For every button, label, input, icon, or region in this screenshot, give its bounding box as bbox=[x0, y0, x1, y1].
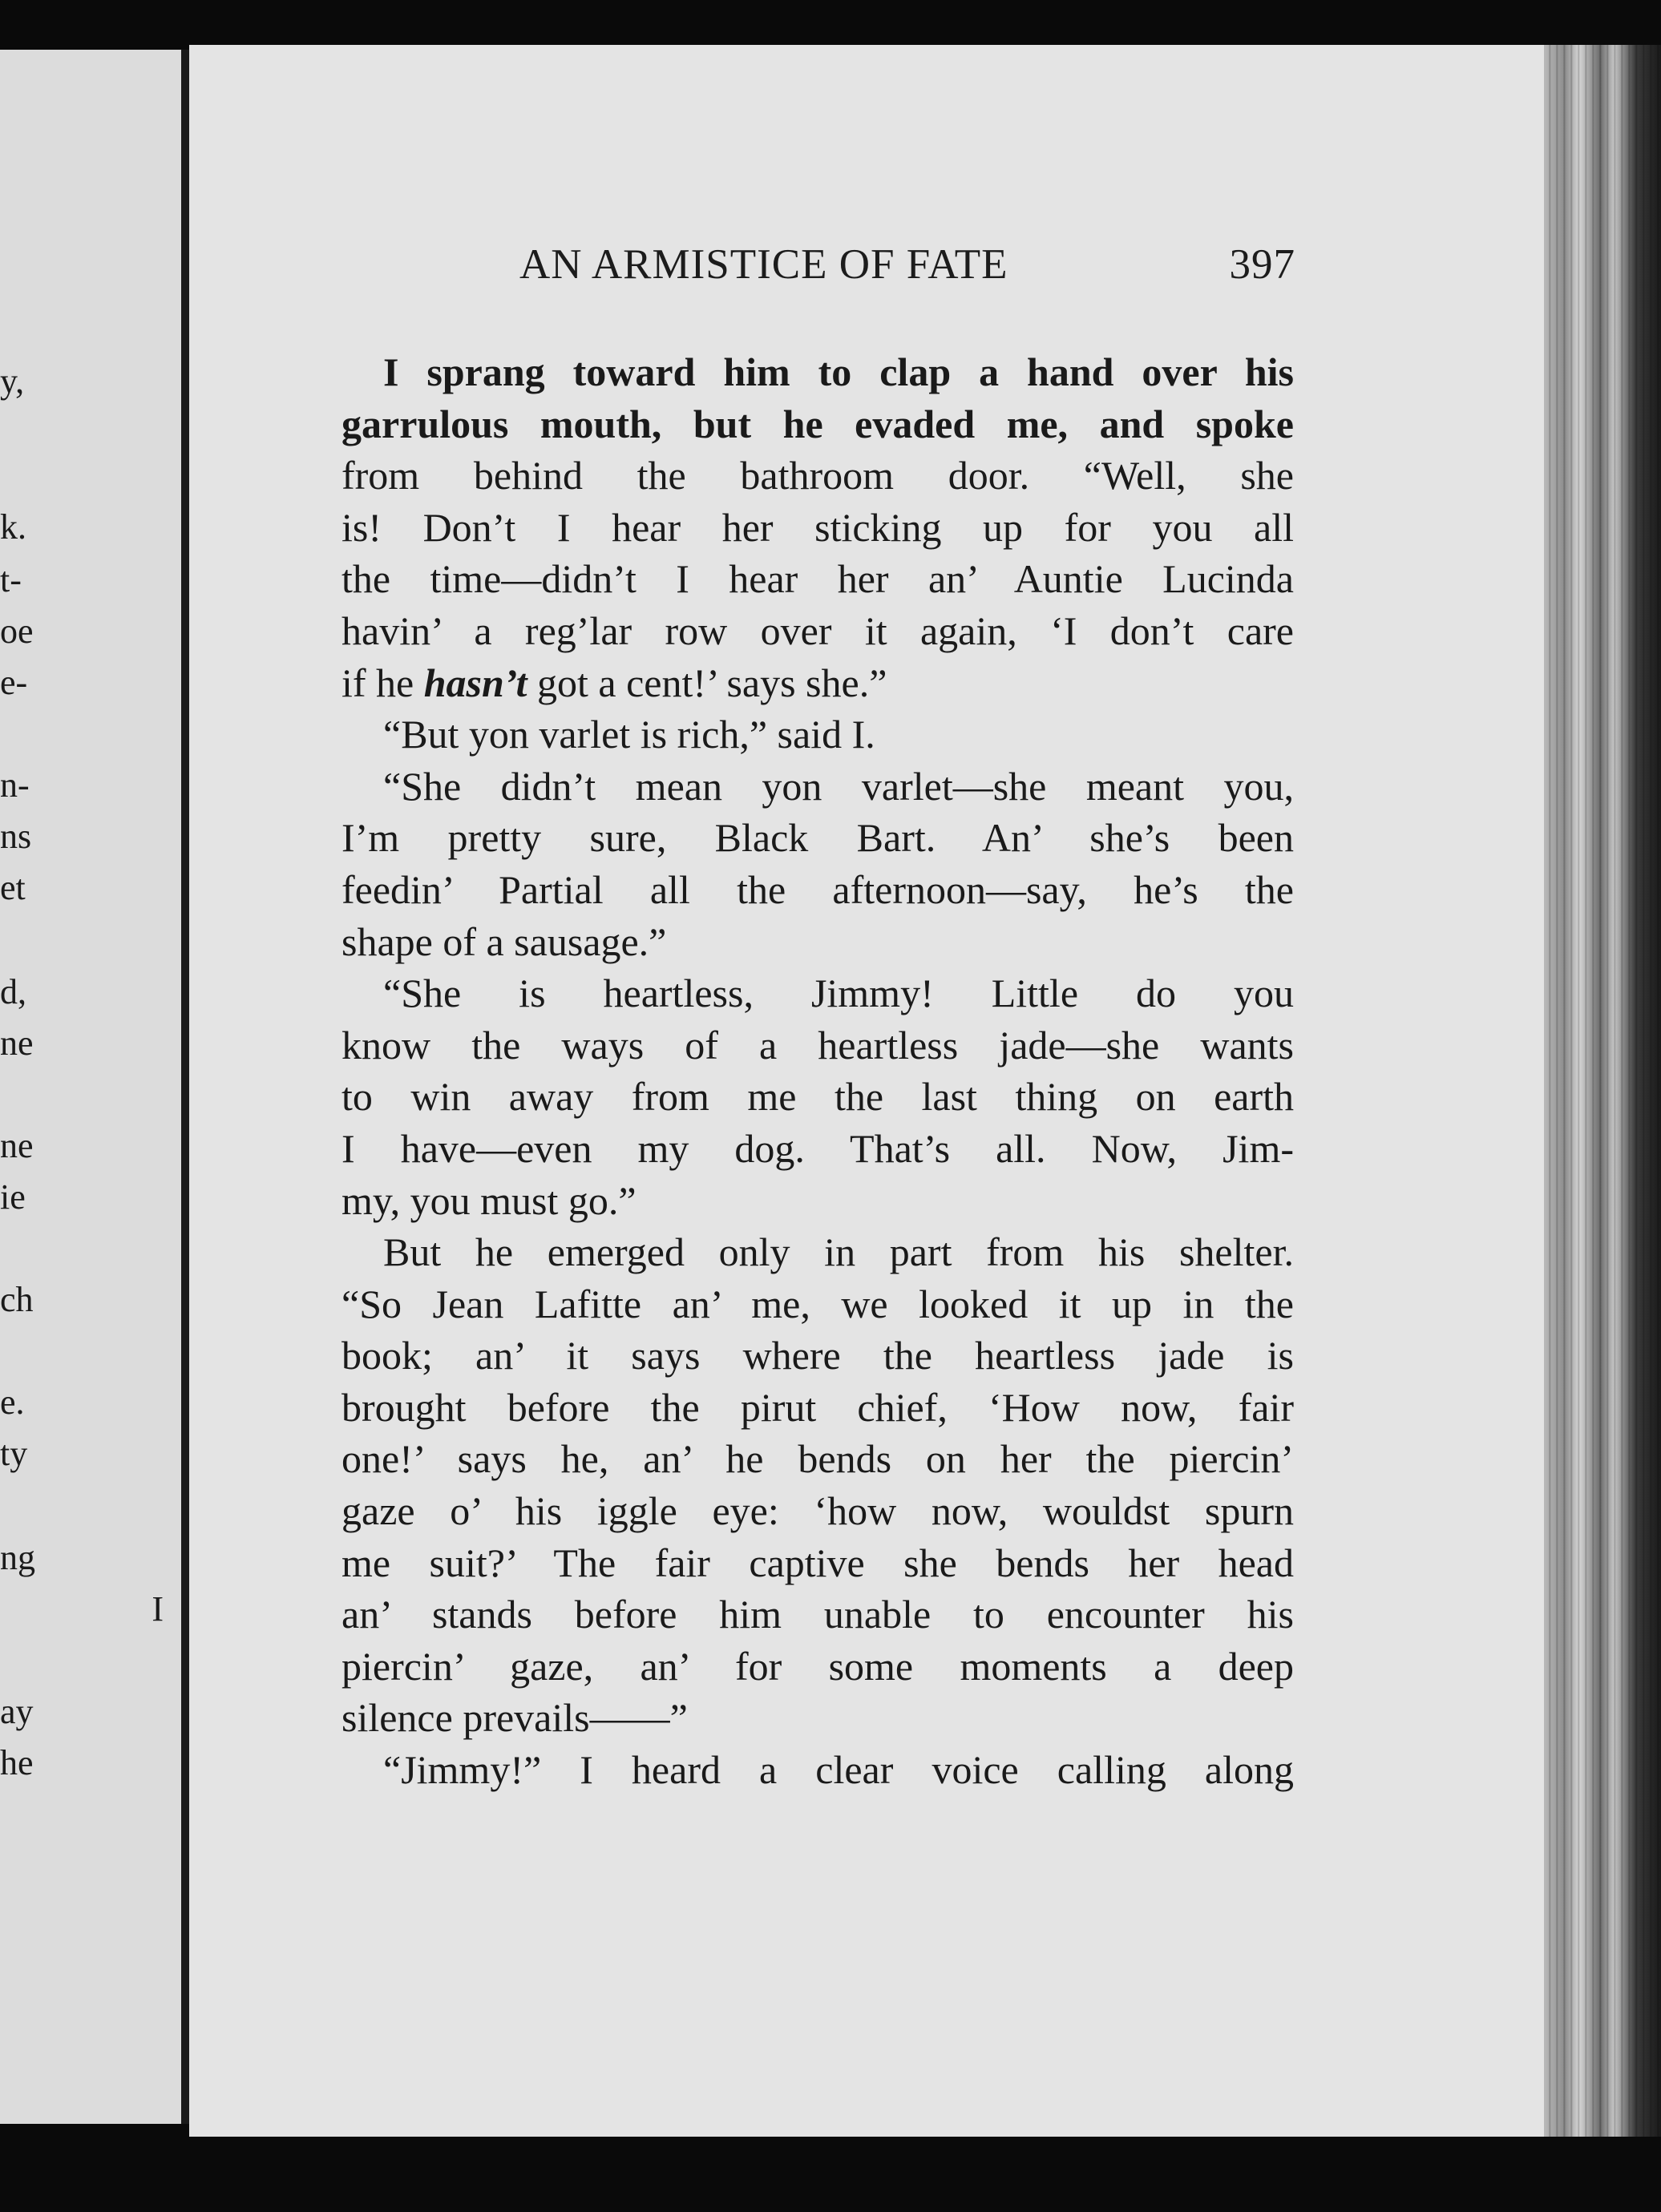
text-line: “But yon varlet is rich,” said I. bbox=[383, 712, 875, 757]
left-fragment: ng bbox=[0, 1538, 35, 1577]
text-line: feedin’ Partial all the afternoon—say, he’s the bbox=[341, 866, 1294, 912]
text-line: “She is heartless, Jimmy! Little do you bbox=[383, 971, 1294, 1016]
text-line: my, you must go.” bbox=[341, 1177, 637, 1223]
left-fragment: ch bbox=[0, 1280, 34, 1319]
left-fragment: ne bbox=[0, 1023, 34, 1063]
text-line: the time—didn’t I hear her an’ Auntie Lucinda bbox=[341, 556, 1294, 602]
text-line: from behind the bathroom door. “Well, she bbox=[341, 453, 1294, 499]
text-line: I sprang toward him to clap a hand over his bbox=[383, 349, 1294, 394]
left-fragment: I bbox=[152, 1589, 164, 1629]
page-number: 397 bbox=[1229, 241, 1295, 288]
body-text bbox=[341, 346, 1294, 1796]
left-fragment: ns bbox=[0, 817, 32, 856]
text-line: gaze o’ his iggle eye: ‘how now, wouldst spurn bbox=[341, 1488, 1294, 1534]
text-line: silence prevails——” bbox=[341, 1695, 688, 1741]
page-edge-texture bbox=[1544, 45, 1661, 2137]
emphasis: hasn’t bbox=[423, 660, 527, 705]
text-line: know the ways of a heartless jade—she wants bbox=[341, 1022, 1294, 1068]
text-line: I have—even my dog. That’s all. Now, Jim- bbox=[341, 1125, 1294, 1171]
left-fragment: d, bbox=[0, 972, 26, 1011]
text-line: an’ stands before him unable to encounter his bbox=[341, 1592, 1294, 1637]
text-line: me suit?’ The fair captive she bends her head bbox=[341, 1540, 1294, 1585]
text-line: piercin’ gaze, an’ for some moments a deep bbox=[341, 1643, 1294, 1689]
text-line: “She didn’t mean yon varlet—she meant you, bbox=[383, 763, 1294, 809]
left-fragment: ay bbox=[0, 1692, 34, 1731]
left-fragment: y, bbox=[0, 361, 25, 401]
left-page-edge bbox=[0, 50, 189, 2124]
left-fragment: e- bbox=[0, 663, 28, 702]
text-line: one!’ says he, an’ he bends on her the piercin’ bbox=[341, 1436, 1294, 1482]
left-fragment: k. bbox=[0, 507, 26, 547]
running-header bbox=[337, 240, 1295, 289]
text-line: if he hasn’t got a cent!’ says she.” bbox=[341, 660, 887, 705]
left-fragment: ne bbox=[0, 1126, 34, 1165]
text-line: brought before the pirut chief, ‘How now, fair bbox=[341, 1384, 1294, 1430]
text-line: I’m pretty sure, Black Bart. An’ she’s been bbox=[341, 815, 1294, 861]
running-title: AN ARMISTICE OF FATE bbox=[519, 241, 1008, 288]
text-line: garrulous mouth, but he evaded me, and spoke bbox=[341, 401, 1294, 446]
left-fragment: t- bbox=[0, 560, 22, 599]
left-fragment: he bbox=[0, 1743, 34, 1782]
text-line: havin’ a reg’lar row over it again, ‘I don’t care bbox=[341, 607, 1294, 653]
left-fragment: ie bbox=[0, 1177, 26, 1217]
text-line: “Jimmy!” I heard a clear voice calling along bbox=[383, 1747, 1294, 1793]
left-fragment: ty bbox=[0, 1434, 28, 1473]
left-fragment: et bbox=[0, 868, 26, 907]
text-line: to win away from me the last thing on earth bbox=[341, 1074, 1294, 1120]
left-fragment: n- bbox=[0, 765, 30, 805]
left-fragment: e. bbox=[0, 1382, 25, 1422]
text-line: But he emerged only in part from his shelter. bbox=[383, 1229, 1294, 1275]
text-line: book; an’ it says where the heartless jade is bbox=[341, 1333, 1294, 1378]
text-line: “So Jean Lafitte an’ me, we looked it up in the bbox=[341, 1281, 1294, 1326]
text-line: shape of a sausage.” bbox=[341, 918, 667, 964]
text-line: is! Don’t I hear her sticking up for you all bbox=[341, 504, 1294, 550]
left-fragment: oe bbox=[0, 612, 34, 651]
